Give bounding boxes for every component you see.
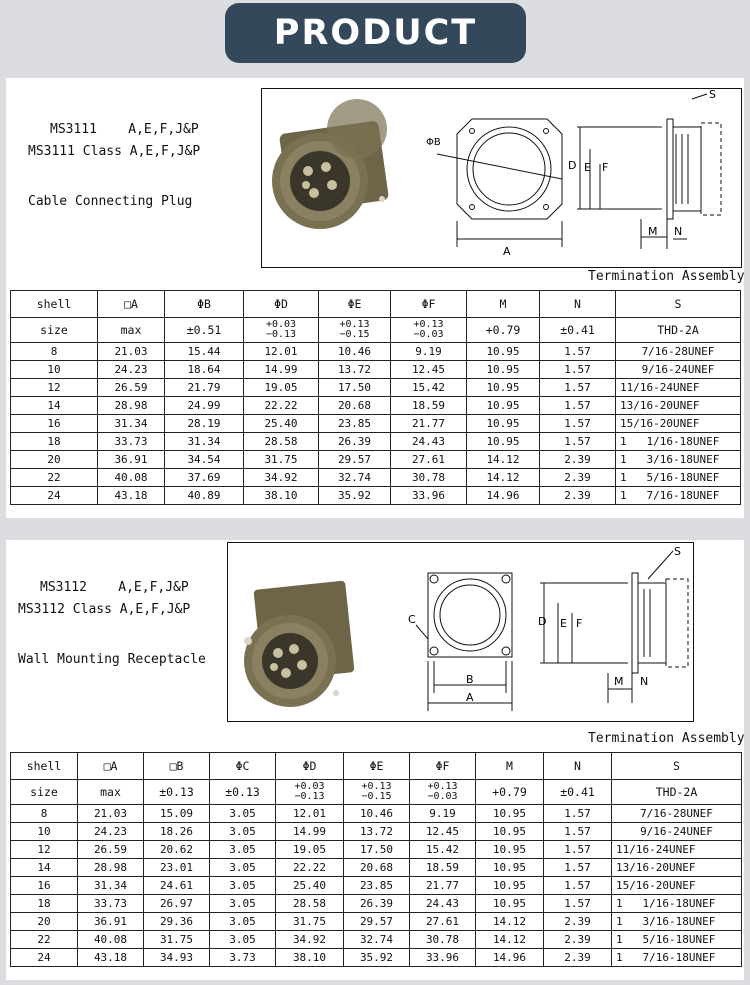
table-cell: 22.22 (276, 859, 344, 877)
table-row (11, 805, 742, 823)
tolerance-text: +0.13 −0.15 (361, 781, 392, 802)
tolerance-header (78, 780, 144, 805)
tolerance-text: +0.13 −0.15 (339, 319, 370, 340)
table-cell: 28.98 (78, 859, 144, 877)
table-row (11, 823, 742, 841)
table-cell: 12.01 (276, 805, 344, 823)
table-row (11, 433, 741, 451)
table-cell: 26.59 (78, 841, 144, 859)
table-cell: 14.12 (467, 451, 540, 469)
table-cell: 10.95 (467, 343, 540, 361)
table-row (11, 487, 741, 505)
table-row (11, 877, 742, 895)
tolerance-text: +0.13 −0.03 (427, 781, 458, 802)
table-cell: 22.22 (244, 397, 319, 415)
table-cell: 33.96 (391, 487, 467, 505)
table-cell: 21.77 (391, 415, 467, 433)
table-cell: 1.57 (544, 895, 612, 913)
table-cell: 24 (11, 487, 98, 505)
table-cell: 10 (11, 823, 78, 841)
table-cell: 33.73 (98, 433, 165, 451)
table-cell: 28.58 (244, 433, 319, 451)
table-cell: 18 (11, 433, 98, 451)
table-cell: 16 (11, 415, 98, 433)
dim-m-label: M (648, 225, 658, 238)
table-cell: 14.12 (476, 931, 544, 949)
table-cell: 15.42 (391, 379, 467, 397)
column-header: ΦF (410, 753, 476, 780)
table-cell: 1 3/16-18UNEF (612, 913, 742, 931)
table-cell: 33.96 (410, 949, 476, 967)
table-cell: 2.39 (540, 469, 616, 487)
table-cell: 13.72 (319, 361, 391, 379)
table-cell: 27.61 (410, 913, 476, 931)
table-cell: 7/16-28UNEF (616, 343, 741, 361)
table-cell: 25.40 (276, 877, 344, 895)
column-header: S (612, 753, 742, 780)
tolerance-text: THD-2A (657, 323, 699, 337)
column-header: ΦB (165, 291, 244, 318)
tolerance-header (210, 780, 276, 805)
table-cell: 18 (11, 895, 78, 913)
table-cell: 38.10 (244, 487, 319, 505)
tolerance-header (391, 318, 467, 343)
table-cell: 3.05 (210, 931, 276, 949)
table-cell: 24.23 (98, 361, 165, 379)
table-cell: 1.57 (540, 397, 616, 415)
column-header: M (467, 291, 540, 318)
table-cell: 10.95 (467, 361, 540, 379)
table-cell: 30.78 (391, 469, 467, 487)
table-cell: 3.73 (210, 949, 276, 967)
table-cell: 10.95 (467, 433, 540, 451)
table-cell: 14 (11, 397, 98, 415)
table-cell: 2.39 (544, 949, 612, 967)
table-cell: 25.40 (244, 415, 319, 433)
table-cell: 26.59 (98, 379, 165, 397)
tolerance-header (612, 780, 742, 805)
table-cell: 3.05 (210, 859, 276, 877)
dim-f-label: F (602, 161, 609, 174)
table-cell: 29.57 (344, 913, 410, 931)
table-cell: 40.08 (98, 469, 165, 487)
dim-s-label: S (709, 89, 716, 101)
table-cell: 13.72 (344, 823, 410, 841)
tolerance-header (616, 318, 741, 343)
table-cell: 14.99 (276, 823, 344, 841)
ms3111-panel (6, 78, 744, 518)
table-cell: 35.92 (344, 949, 410, 967)
dim-n-label: N (640, 675, 649, 688)
dim-e-label: E (560, 617, 567, 630)
column-header: ΦD (244, 291, 319, 318)
table-row (11, 361, 741, 379)
table-cell: 10.95 (467, 397, 540, 415)
table-cell: 29.36 (144, 913, 210, 931)
table-cell: 1.57 (540, 361, 616, 379)
table-header-row (11, 291, 741, 318)
table-cell: 24 (11, 949, 78, 967)
ms3111-drawing (261, 88, 742, 268)
dim-f-label: F (576, 617, 583, 630)
front-view (437, 119, 562, 247)
table-tolerance-row (11, 780, 742, 805)
front-view (416, 573, 512, 711)
table-cell: 9.19 (391, 343, 467, 361)
ms3112-drawing (227, 542, 694, 722)
tolerance-text: ±0.41 (560, 785, 595, 799)
table-cell: 14.12 (467, 469, 540, 487)
table-cell: 12 (11, 379, 98, 397)
table-cell: 1 5/16-18UNEF (612, 931, 742, 949)
table-cell: 10.95 (476, 877, 544, 895)
product-description: Wall Mounting Receptacle (18, 652, 206, 667)
table-cell: 10.95 (476, 859, 544, 877)
banner-title: PRODUCT (273, 13, 478, 53)
table-cell: 34.92 (244, 469, 319, 487)
table-cell: 19.05 (276, 841, 344, 859)
column-header: S (616, 291, 741, 318)
table-cell: 21.03 (78, 805, 144, 823)
table-cell: 38.10 (276, 949, 344, 967)
table-cell: 33.73 (78, 895, 144, 913)
tolerance-text: max (120, 323, 142, 337)
table-cell: 10.95 (467, 415, 540, 433)
table-cell: 16 (11, 877, 78, 895)
table-cell: 28.98 (98, 397, 165, 415)
table-cell: 10 (11, 361, 98, 379)
connector-photo (244, 580, 355, 707)
table-cell: 10.46 (344, 805, 410, 823)
table-cell: 1.57 (540, 415, 616, 433)
tolerance-text: ±0.41 (560, 323, 595, 337)
table-cell: 3.05 (210, 913, 276, 931)
table-row (11, 379, 741, 397)
tolerance-text: size (30, 785, 58, 799)
table-cell: 15.44 (165, 343, 244, 361)
table-cell: 1.57 (540, 433, 616, 451)
table-row (11, 451, 741, 469)
table-cell: 1 1/16-18UNEF (612, 895, 742, 913)
table-cell: 35.92 (319, 487, 391, 505)
table-cell: 1.57 (540, 379, 616, 397)
table-cell: 10.95 (476, 841, 544, 859)
table-cell: 18.64 (165, 361, 244, 379)
tolerance-header (244, 318, 319, 343)
dim-c-label: C (408, 613, 416, 626)
table-cell: 20.68 (319, 397, 391, 415)
table-cell: 14 (11, 859, 78, 877)
table-cell: 1.57 (544, 877, 612, 895)
column-header: ΦF (391, 291, 467, 318)
dim-m-label: M (614, 675, 624, 688)
table-cell: 12 (11, 841, 78, 859)
table-cell: 1.57 (544, 823, 612, 841)
table-cell: 3.05 (210, 877, 276, 895)
column-header: □A (78, 753, 144, 780)
table-cell: 21.79 (165, 379, 244, 397)
table-cell: 21.03 (98, 343, 165, 361)
model-line-1: MS3111 A,E,F,J&P (50, 122, 199, 137)
table-cell: 22 (11, 469, 98, 487)
table-row (11, 895, 742, 913)
ms3112-size-table (10, 752, 742, 967)
tolerance-header (11, 780, 78, 805)
table-cell: 1 5/16-18UNEF (616, 469, 741, 487)
table-cell: 36.91 (78, 913, 144, 931)
table-cell: 34.54 (165, 451, 244, 469)
table-cell: 23.85 (319, 415, 391, 433)
table-cell: 10.95 (476, 805, 544, 823)
table-cell: 31.75 (144, 931, 210, 949)
table-cell: 14.96 (476, 949, 544, 967)
table-cell: 18.26 (144, 823, 210, 841)
ms3111-drawing-svg (262, 89, 741, 267)
table-cell: 1.57 (544, 859, 612, 877)
table-cell: 15/16-20UNEF (616, 415, 741, 433)
tolerance-header (344, 780, 410, 805)
tolerance-text: ±0.13 (225, 785, 260, 799)
tolerance-header (544, 780, 612, 805)
table-cell: 20 (11, 913, 78, 931)
table-row (11, 415, 741, 433)
table-row (11, 841, 742, 859)
tolerance-header (467, 318, 540, 343)
table-cell: 17.50 (344, 841, 410, 859)
dim-b-label: ΦB (426, 137, 441, 148)
dim-e-label: E (584, 161, 591, 174)
table-cell: 7/16-28UNEF (612, 805, 742, 823)
table-cell: 23.85 (344, 877, 410, 895)
column-header: shell (11, 753, 78, 780)
table-cell: 13/16-20UNEF (612, 859, 742, 877)
table-cell: 12.45 (410, 823, 476, 841)
model-line-2: MS3112 Class A,E,F,J&P (18, 602, 191, 617)
tolerance-text: +0.03 −0.13 (294, 781, 325, 802)
table-cell: 2.39 (544, 913, 612, 931)
table-cell: 18.59 (391, 397, 467, 415)
table-cell: 31.75 (276, 913, 344, 931)
model-line-1: MS3112 A,E,F,J&P (40, 580, 189, 595)
table-cell: 24.61 (144, 877, 210, 895)
tolerance-text: +0.13 −0.03 (413, 319, 444, 340)
table-cell: 43.18 (98, 487, 165, 505)
table-cell: 11/16-24UNEF (612, 841, 742, 859)
table-row (11, 931, 742, 949)
column-header: ΦE (319, 291, 391, 318)
dim-b-label: B (466, 673, 474, 686)
table-row (11, 343, 741, 361)
table-cell: 26.39 (319, 433, 391, 451)
table-cell: 2.39 (544, 931, 612, 949)
column-header: □A (98, 291, 165, 318)
table-cell: 15.09 (144, 805, 210, 823)
column-header: ΦE (344, 753, 410, 780)
table-cell: 1.57 (544, 841, 612, 859)
table-cell: 24.99 (165, 397, 244, 415)
tolerance-header (11, 318, 98, 343)
table-row (11, 469, 741, 487)
table-cell: 30.78 (410, 931, 476, 949)
table-row (11, 397, 741, 415)
table-cell: 3.05 (210, 805, 276, 823)
table-cell: 12.45 (391, 361, 467, 379)
table-row (11, 949, 742, 967)
ms3112-panel (6, 540, 744, 980)
tolerance-header (98, 318, 165, 343)
table-cell: 24.43 (410, 895, 476, 913)
dim-a-label: A (503, 245, 511, 258)
tolerance-text: +0.79 (492, 785, 527, 799)
tolerance-text: size (40, 323, 68, 337)
table-cell: 24.43 (391, 433, 467, 451)
dim-s-label: S (674, 545, 681, 558)
table-cell: 14.99 (244, 361, 319, 379)
table-cell: 26.39 (344, 895, 410, 913)
table-cell: 1.57 (540, 343, 616, 361)
table-cell: 3.05 (210, 823, 276, 841)
table-cell: 28.19 (165, 415, 244, 433)
column-header: □B (144, 753, 210, 780)
table-cell: 22 (11, 931, 78, 949)
table-cell: 9.19 (410, 805, 476, 823)
tolerance-text: THD-2A (655, 785, 698, 799)
table-cell: 31.34 (165, 433, 244, 451)
termination-label: Termination Assembly (588, 731, 745, 746)
column-header: N (544, 753, 612, 780)
tolerance-text: +0.03 −0.13 (265, 319, 297, 340)
table-cell: 31.34 (78, 877, 144, 895)
table-cell: 40.89 (165, 487, 244, 505)
table-cell: 40.08 (78, 931, 144, 949)
table-cell: 20 (11, 451, 98, 469)
table-cell: 21.77 (410, 877, 476, 895)
tolerance-header (410, 780, 476, 805)
column-header: ΦC (210, 753, 276, 780)
product-description: Cable Connecting Plug (28, 194, 193, 209)
table-cell: 3.05 (210, 841, 276, 859)
table-cell: 32.74 (319, 469, 391, 487)
table-cell: 20.68 (344, 859, 410, 877)
tolerance-header (319, 318, 391, 343)
table-cell: 18.59 (410, 859, 476, 877)
table-cell: 1 7/16-18UNEF (616, 487, 741, 505)
table-cell: 12.01 (244, 343, 319, 361)
table-row (11, 913, 742, 931)
tolerance-header (276, 780, 344, 805)
termination-label: Termination Assembly (588, 269, 745, 284)
table-cell: 1 3/16-18UNEF (616, 451, 741, 469)
table-cell: 24.23 (78, 823, 144, 841)
column-header: shell (11, 291, 98, 318)
table-cell: 1 1/16-18UNEF (616, 433, 741, 451)
table-cell: 2.39 (540, 451, 616, 469)
table-cell: 34.93 (144, 949, 210, 967)
tolerance-text: ±0.13 (159, 785, 194, 799)
table-cell: 27.61 (391, 451, 467, 469)
table-cell: 37.69 (165, 469, 244, 487)
table-cell: 1 7/16-18UNEF (612, 949, 742, 967)
dim-d-label: D (568, 159, 577, 172)
table-cell: 3.05 (210, 895, 276, 913)
ms3112-drawing-svg (228, 543, 693, 721)
table-cell: 13/16-20UNEF (616, 397, 741, 415)
table-cell: 43.18 (78, 949, 144, 967)
table-header-row (11, 753, 742, 780)
dim-d-label: D (538, 615, 547, 628)
table-cell: 15.42 (410, 841, 476, 859)
dim-n-label: N (674, 225, 683, 238)
table-cell: 23.01 (144, 859, 210, 877)
table-cell: 31.34 (98, 415, 165, 433)
tolerance-text: +0.79 (485, 323, 521, 337)
dim-a-label: A (466, 691, 474, 704)
table-cell: 32.74 (344, 931, 410, 949)
table-cell: 14.12 (476, 913, 544, 931)
table-cell: 10.95 (467, 379, 540, 397)
table-cell: 36.91 (98, 451, 165, 469)
table-cell: 10.46 (319, 343, 391, 361)
table-cell: 15/16-20UNEF (612, 877, 742, 895)
table-cell: 10.95 (476, 823, 544, 841)
tolerance-text: ±0.51 (186, 323, 222, 337)
column-header: M (476, 753, 544, 780)
tolerance-header (540, 318, 616, 343)
table-cell: 9/16-24UNEF (616, 361, 741, 379)
column-header: N (540, 291, 616, 318)
ms3111-size-table (10, 290, 741, 505)
table-cell: 2.39 (540, 487, 616, 505)
table-cell: 10.95 (476, 895, 544, 913)
table-cell: 17.50 (319, 379, 391, 397)
product-size-banner (225, 3, 526, 63)
column-header: ΦD (276, 753, 344, 780)
connector-photo (272, 99, 389, 229)
tolerance-header (476, 780, 544, 805)
model-line-2: MS3111 Class A,E,F,J&P (28, 144, 201, 159)
table-cell: 31.75 (244, 451, 319, 469)
tolerance-header (144, 780, 210, 805)
table-cell: 8 (11, 805, 78, 823)
table-cell: 34.92 (276, 931, 344, 949)
table-tolerance-row (11, 318, 741, 343)
table-cell: 1.57 (544, 805, 612, 823)
tolerance-header (165, 318, 244, 343)
table-row (11, 859, 742, 877)
table-cell: 11/16-24UNEF (616, 379, 741, 397)
table-cell: 20.62 (144, 841, 210, 859)
table-cell: 19.05 (244, 379, 319, 397)
table-cell: 28.58 (276, 895, 344, 913)
tolerance-text: max (100, 785, 121, 799)
table-cell: 26.97 (144, 895, 210, 913)
table-cell: 29.57 (319, 451, 391, 469)
table-cell: 9/16-24UNEF (612, 823, 742, 841)
table-cell: 14.96 (467, 487, 540, 505)
table-cell: 8 (11, 343, 98, 361)
